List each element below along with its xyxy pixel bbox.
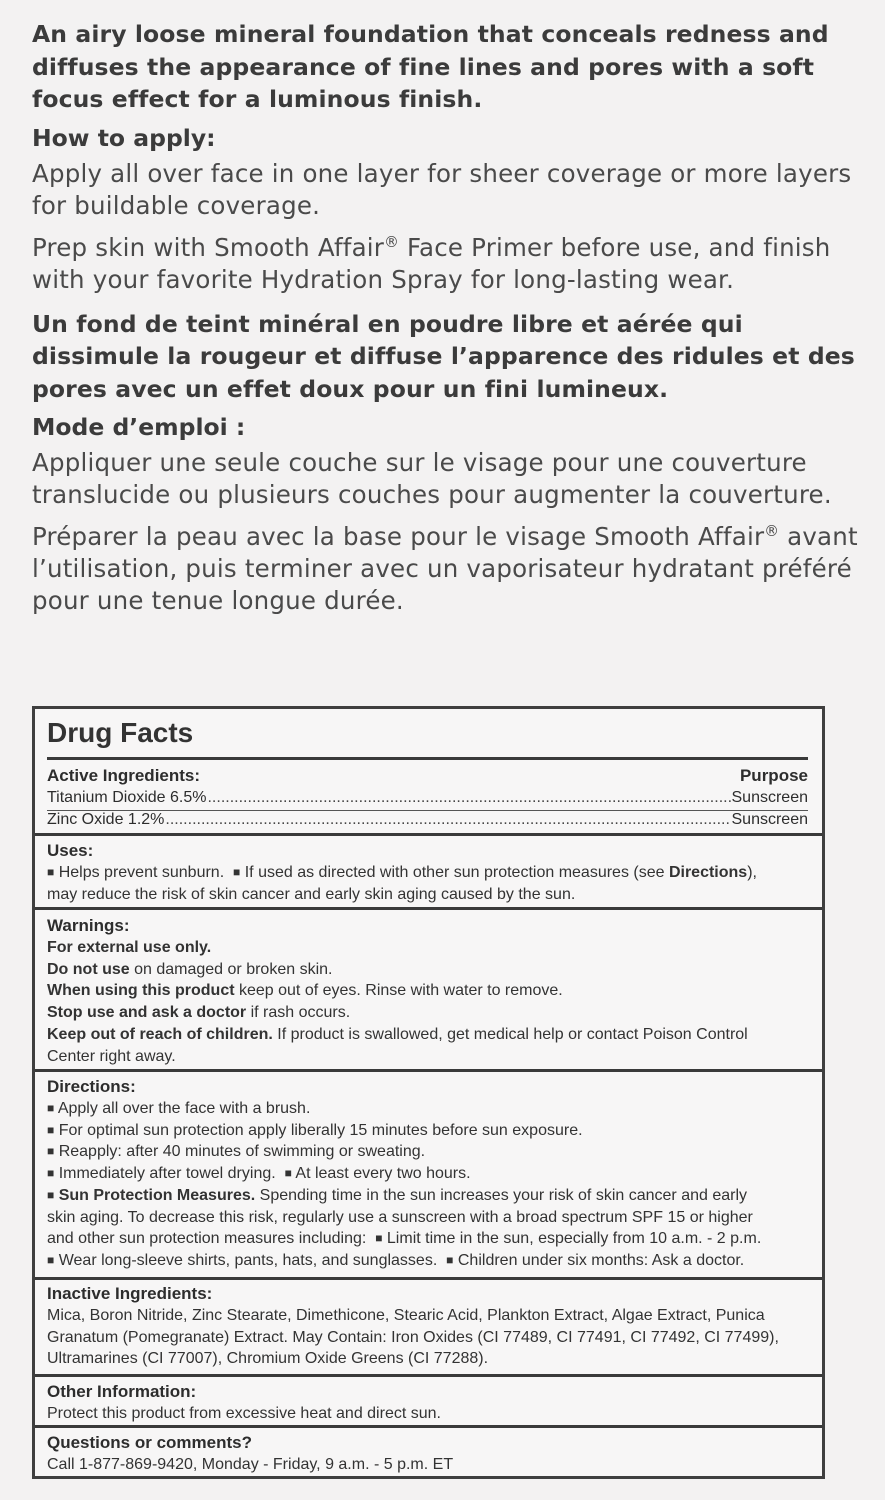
title-rule <box>47 757 808 760</box>
active-ingredient-row: Titanium Dioxide 6.5% ..... Sunscreen <box>47 787 808 809</box>
questions-section: Questions or comments? Call 1-877-869-9420, Monday - Friday, 9 a.m. - 5 p.m. ET <box>47 1432 808 1476</box>
english-how-to-apply-heading: How to apply: <box>32 123 216 152</box>
active-ingredients-section <box>47 765 808 809</box>
english-intro: An airy loose mineral foundation that conceals redness and diffuses the appearance of fine lines and pores with a soft focus effect for a luminous finish. <box>32 20 829 113</box>
active-ingredients-section-2 <box>47 809 808 831</box>
french-step-1: Appliquer une seule couche sur le visage pour une couverture translucide ou plusieurs couches pour augmenter la couverture. <box>32 448 832 509</box>
english-step-1: Apply all over face in one layer for sheer coverage or more layers for buildable coverage. <box>32 158 852 220</box>
drug-facts-panel <box>32 706 825 1479</box>
directions-heading: Directions: <box>47 1077 136 1096</box>
directions-section: Directions: ■ Apply all over the face with a brush. ■ For optimal sun protection apply liberally 15 minutes before sun exposure. ■ Reapply: after 40 minutes of swimming or sweating. ■ Immediately after towel drying. ■ At least every two hours. ■ Sun Protection Measures. Spending time in the sun increases your risk of skin cancer and early skin aging. To decrease this risk, regularly use a sunscreen with a broad spectrum SPF 15 or higher and other sun protection measures including: ■ Limit time in the sun, especially from 10 a.m. - 2 p.m. ■ Wear long-sleeve shirts, pants, hats, and sunglasses. ■ Children under six months: Ask a doctor. <box>47 1076 808 1272</box>
french-step-2: Préparer la peau avec la base pour le visage Smooth Affair® avant l’utilisation, puis terminer avec un vaporisateur hydratant préféré pour une tenue longue durée. <box>32 522 858 615</box>
french-how-to-apply-heading: Mode d’emploi : <box>32 413 246 441</box>
active-ingredients-heading: Active Ingredients: <box>47 766 201 785</box>
uses-heading: Uses: <box>47 841 94 860</box>
french-intro: Un fond de teint minéral en poudre libre et aérée qui dissimule la rougeur et diffuse l’apparence des ridules et des pores avec un effet doux pour un fini lumineux. <box>32 309 855 403</box>
marketing-copy <box>32 18 872 629</box>
questions-heading: Questions or comments? <box>47 1433 252 1452</box>
uses-section: Uses: ■ Helps prevent sunburn. ■ If used as directed with other sun protection measures (see Directions), may reduce the risk of skin cancer and early skin aging caused by the sun. <box>47 840 808 905</box>
warnings-heading: Warnings: <box>47 916 130 935</box>
drug-facts-title: Drug Facts <box>47 717 194 748</box>
purpose-heading: Purpose <box>739 766 808 785</box>
english-step-2: Prep skin with Smooth Affair® Face Primer before use, and finish with your favorite Hydration Spray for long-lasting wear. <box>32 232 831 294</box>
inactive-ingredients-section: Inactive Ingredients: Mica, Boron Nitride, Zinc Stearate, Dimethicone, Stearic Acid, Plankton Extract, Algae Extract, Punica Granatum (Pomegranate) Extract. May Contain: Iron Oxides (CI 77489, CI 77491, CI 77492, CI 77499), Ultramarines (CI 77007), Chromium Oxide Greens (CI 77288). <box>47 1283 808 1370</box>
other-information-heading: Other Information: <box>47 1382 197 1401</box>
inactive-ingredients-heading: Inactive Ingredients: <box>47 1284 213 1303</box>
active-ingredient-row: Zinc Oxide 1.2% ..... Sunscreen <box>47 809 808 831</box>
other-information-section: Other Information: Protect this product from excessive heat and direct sun. <box>47 1381 808 1425</box>
warnings-section: Warnings: For external use only. Do not use on damaged or broken skin. When using this product keep out of eyes. Rinse with water to remove. Stop use and ask a doctor if rash occurs. Keep out of reach of children. If product is swallowed, get medical help or contact Poison Control Center right away. <box>47 915 808 1067</box>
